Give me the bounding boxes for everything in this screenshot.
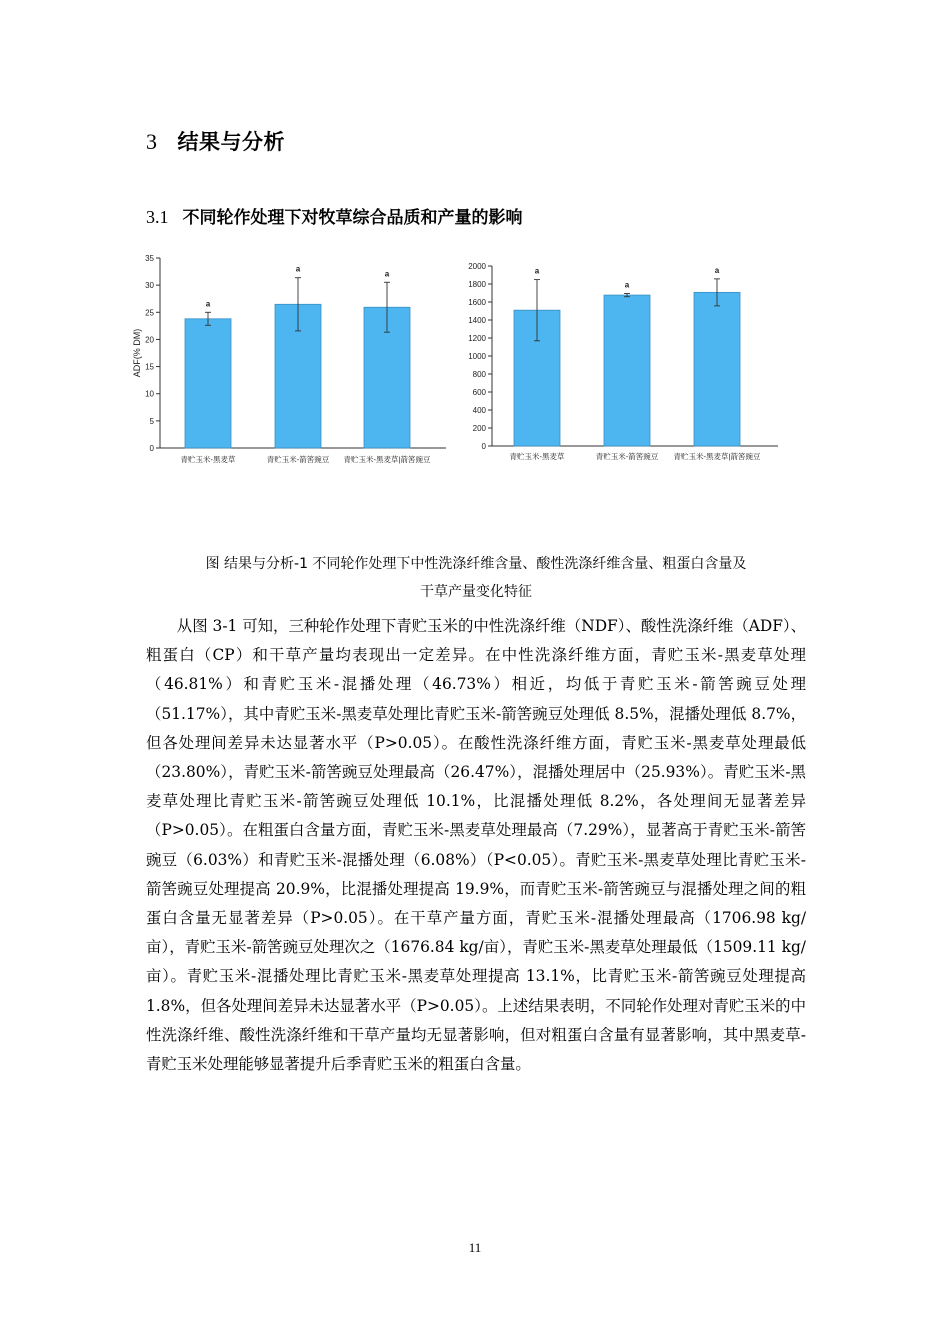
significance-label: a xyxy=(624,280,630,290)
section-number: 3 xyxy=(146,129,158,154)
y-axis-label: ADF(% DM) xyxy=(132,328,142,378)
bar xyxy=(694,292,740,446)
y-tick-label: 1400 xyxy=(468,316,486,325)
y-tick-label: 800 xyxy=(472,370,486,379)
x-tick-label: 青贮玉米-黑麦草|箭筈豌豆 xyxy=(343,455,431,464)
significance-label: a xyxy=(205,299,211,309)
y-tick-label: 15 xyxy=(145,362,154,372)
y-tick-label: 200 xyxy=(472,424,486,433)
y-tick-label: 30 xyxy=(145,281,154,291)
y-tick-label: 5 xyxy=(149,416,154,426)
results-paragraph: 从图 3-1 可知，三种轮作处理下青贮玉米的中性洗涤纤维（NDF）、酸性洗涤纤维（ADF）、粗蛋白（CP）和干草产量均表现出一定差异。在中性洗涤纤维方面，青贮玉米-黑麦草处理（46.81%）和青贮玉米-混播处理（46.73%）相近，均低于青贮玉米-箭筈豌豆处理（51.17%），其中青贮玉米-黑麦草处理比青贮玉米-箭筈豌豆处理低 8.5%，混播处理低 8.7%，但各处理间差异未达显著水平（P>0.05）。在酸性洗涤纤维方面，青贮玉米-黑麦草处理最低（23.80%），青贮玉米-箭筈豌豆处理最高（26.47%），混播处理居中（25.93%）。青贮玉米-黑麦草处理比青贮玉米-箭筈豌豆处理低 10.1%，比混播处理低 8.2%，各处理间无显著差异（P>0.05）。在粗蛋白含量方面，青贮玉米-黑麦草处理最高（7.29%），显著高于青贮玉米-箭筈豌豆（6.03%）和青贮玉米-混播处理（6.08%）（P<0.05）。青贮玉米-黑麦草处理比青贮玉米-箭筈豌豆处理提高 20.9%，比混播处理提高 19.9%，而青贮玉米-箭筈豌豆与混播处理之间的粗蛋白含量无显著差异（P>0.05）。在干草产量方面，青贮玉米-混播处理最高（1706.98 kg/亩），青贮玉米-箭筈豌豆处理次之（1676.84 kg/亩），青贮玉米-黑麦草处理最低（1509.11 kg/亩）。青贮玉米-混播处理比青贮玉米-黑麦草处理提高 13.1%，比青贮玉米-箭筈豌豆处理提高 1.8%，但各处理间差异未达显著水平（P>0.05）。上述结果表明，不同轮作处理对青贮玉米的中性洗涤纤维、酸性洗涤纤维和干草产量均无显著影响，但对粗蛋白含量有显著影响，其中黑麦草-青贮玉米处理能够显著提升后季青贮玉米的粗蛋白含量。 xyxy=(146,617,806,1074)
figure-caption-line2: 干草产量变化特征 xyxy=(420,584,532,600)
x-tick-label: 青贮玉米-箭筈豌豆 xyxy=(595,452,659,461)
bar xyxy=(185,319,231,448)
figure-caption xyxy=(146,550,806,606)
hay-yield-bar-chart xyxy=(450,252,780,468)
x-tick-label: 青贮玉米-黑麦草 xyxy=(180,455,236,464)
bar xyxy=(604,295,650,446)
y-tick-label: 400 xyxy=(472,406,486,415)
y-tick-label: 1600 xyxy=(468,298,486,307)
subsection-number: 3.1 xyxy=(146,207,169,227)
y-tick-label: 25 xyxy=(145,308,154,318)
adf-bar-chart xyxy=(128,248,450,470)
significance-label: a xyxy=(534,266,540,276)
y-tick-label: 10 xyxy=(145,389,154,399)
subsection-title: 不同轮作处理下对牧草综合品质和产量的影响 xyxy=(182,208,523,228)
x-tick-label: 青贮玉米-黑麦草|箭筈豌豆 xyxy=(673,452,761,461)
y-tick-label: 0 xyxy=(481,442,486,451)
x-tick-label: 青贮玉米-箭筈豌豆 xyxy=(266,455,330,464)
y-tick-label: 35 xyxy=(145,254,154,263)
subsection-heading xyxy=(146,203,523,228)
section-title: 结果与分析 xyxy=(177,130,285,154)
y-tick-label: 0 xyxy=(149,444,154,453)
section-heading xyxy=(146,126,285,156)
y-tick-label: 1200 xyxy=(468,334,486,343)
significance-label: a xyxy=(295,264,301,274)
significance-label: a xyxy=(714,265,720,275)
figure-caption-line1: 图 结果与分析-1 不同轮作处理下中性洗涤纤维含量、酸性洗涤纤维含量、粗蛋白含量及 xyxy=(205,556,747,572)
y-tick-label: 2000 xyxy=(468,262,486,271)
y-tick-label: 1000 xyxy=(468,352,486,361)
page-number: 11 xyxy=(468,1240,482,1255)
y-tick-label: 20 xyxy=(145,335,154,345)
significance-label: a xyxy=(384,269,390,279)
y-tick-label: 1800 xyxy=(468,280,486,289)
y-tick-label: 600 xyxy=(472,388,486,397)
x-tick-label: 青贮玉米-黑麦草 xyxy=(509,452,565,461)
